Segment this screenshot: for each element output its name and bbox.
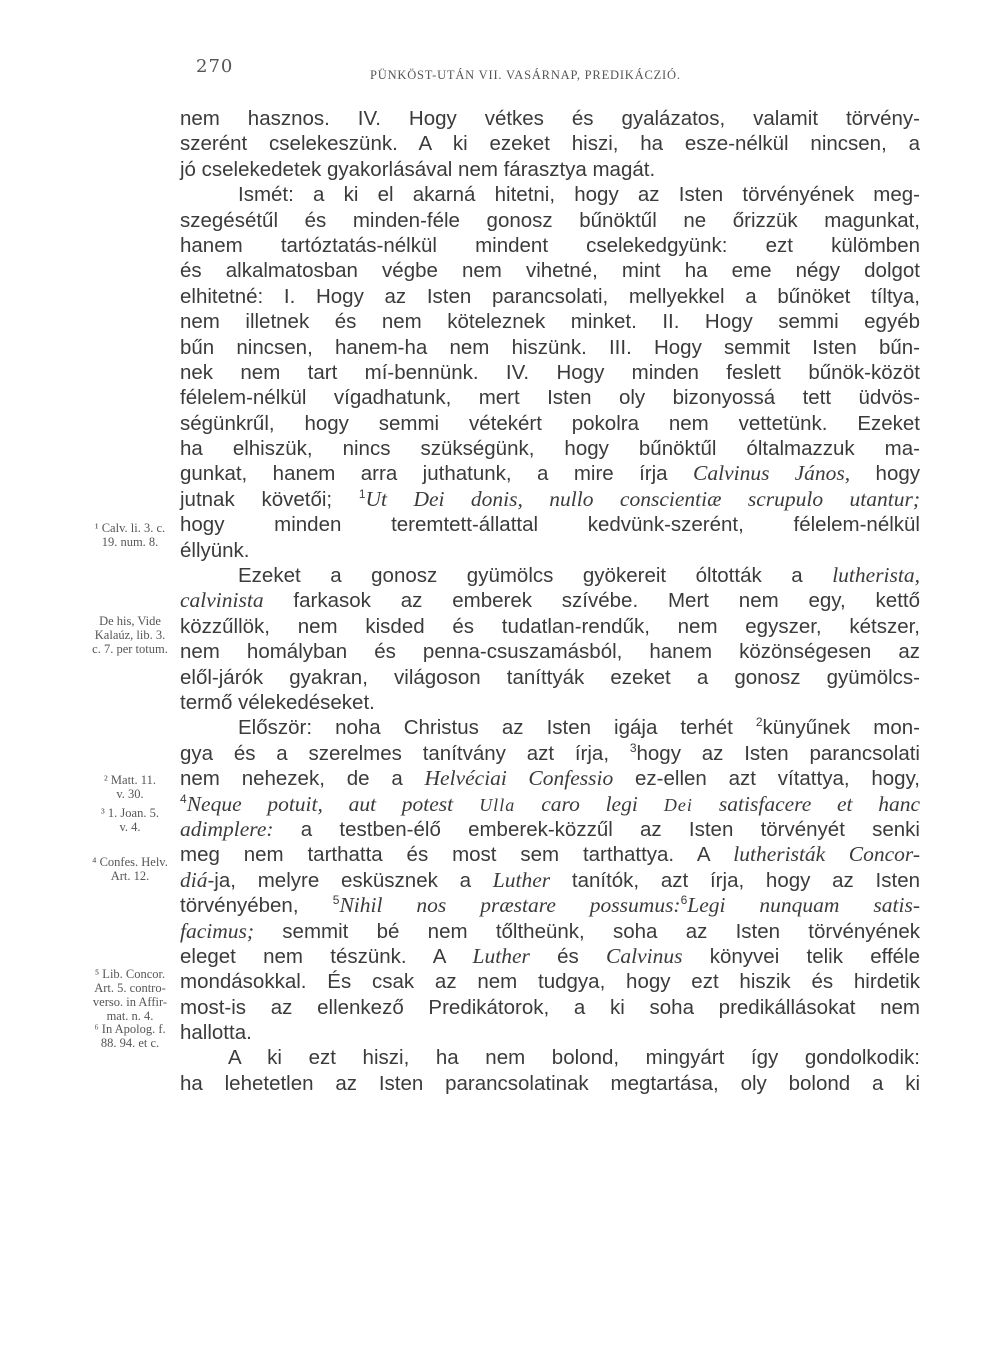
text-run: éllyünk. <box>180 538 250 562</box>
text-line <box>180 639 920 664</box>
margin-note-4 <box>80 806 180 834</box>
text-line <box>180 182 920 207</box>
text-run: hogy az Isten parancsolati <box>636 741 920 765</box>
running-head: PÜNKÖST-UTÁN VII. VASÁRNAP, PREDIKÁCZIÓ. <box>370 68 681 82</box>
text-line <box>180 106 920 131</box>
text-run: 3 <box>629 740 637 755</box>
text-run: künyűnek mon- <box>762 716 920 740</box>
text-line <box>180 360 920 385</box>
text-line <box>180 690 920 715</box>
text-run: 4 <box>180 791 187 806</box>
text-line <box>180 614 920 639</box>
text-line <box>180 385 920 410</box>
text-line <box>180 233 920 258</box>
margin-note-6 <box>80 967 180 1023</box>
margin-note-line: v. 4. <box>119 820 141 834</box>
text-run: Helvéciai Confessio <box>424 766 614 791</box>
text-run: Neque potuit, aut potest <box>186 791 454 816</box>
text-run: Először: noha Christus az Isten igája terhét <box>238 716 756 740</box>
text-run: lutheristák Concor- <box>733 842 920 867</box>
text-run: nek nem tart mí-bennünk. IV. Hogy minden feslett bűnök-közöt <box>180 360 920 384</box>
text-run: Calvinus János, <box>693 461 851 486</box>
text-run: hallotta. <box>180 1021 252 1045</box>
margin-note-line: c. 7. per totum. <box>92 642 168 656</box>
text-run: ségünkrűl, hogy semmi vétekért pokolra nem vettetünk. Ezeket <box>180 411 920 435</box>
margin-note-line: 88. 94. et c. <box>100 1036 160 1050</box>
text-run: törvényében, <box>180 894 333 918</box>
page-number: 270 <box>196 56 234 77</box>
text-run: 2 <box>755 715 763 730</box>
text-line <box>180 893 920 918</box>
text-line <box>180 715 920 740</box>
margin-note-2 <box>80 614 180 656</box>
text-run: nem nehezek, de a <box>180 767 425 791</box>
text-line <box>180 461 920 486</box>
text-line <box>180 512 920 537</box>
margin-note-line: ⁵ Lib. Concor. <box>94 967 166 981</box>
text-run: meg nem tarthatta és most sem tarthattya. A <box>180 843 734 867</box>
text-run: semmit bé nem tőltheünk, soha az Isten törvényének <box>254 919 920 943</box>
text-run: szerént cselekeszünk. A ki ezeket hiszi, ha esze-nélkül nincsen, a <box>180 132 920 156</box>
text-run: Ut Dei donis, nullo conscientiæ scrupulo utantur; <box>365 486 920 511</box>
text-line <box>180 741 920 766</box>
text-run: és <box>529 944 607 968</box>
text-run: hogy <box>850 462 920 486</box>
text-run: -ja, melyre esküsznek a <box>207 868 493 892</box>
text-run: Nihil nos præstare possumus: <box>339 893 681 918</box>
text-run: diá <box>180 867 208 892</box>
text-run: farkasok az emberek szívébe. Mert nem egy, kettő <box>263 589 920 613</box>
text-line <box>180 588 920 613</box>
text-run: közzűllök, nem kisded és tudatlan-rendűk, nem egyszer, kétszer, <box>180 614 920 638</box>
text-line <box>180 284 920 309</box>
margin-note-line: ¹ Calv. li. 3. c. <box>94 521 166 535</box>
text-run: nem illetnek és nem köteleznek minket. II. Hogy semmi egyéb <box>180 310 920 334</box>
text-run: tanítók, azt írja, hogy az Isten <box>550 868 920 892</box>
text-line <box>180 919 920 944</box>
margin-note-line: ³ 1. Joan. 5. <box>101 806 159 820</box>
text-line <box>180 969 920 994</box>
text-run: Dei <box>663 794 693 815</box>
text-run: gya és a szerelmes tanítvány azt írja, <box>180 741 630 765</box>
text-run: Luther <box>492 867 551 892</box>
text-run: jutnak követői; <box>180 487 359 511</box>
text-line <box>180 208 920 233</box>
text-line <box>180 1071 920 1096</box>
text-line <box>180 1020 920 1045</box>
text-run: mondásokkal. És csak az nem tudgya, hogy ezt hiszik és hirdetik <box>180 970 920 994</box>
text-run: a testben-élő emberek-közzűl az Isten törvényét senki <box>273 817 920 841</box>
text-run: szegésétűl és minden-féle gonosz bűnöktűl ne őrizzük magunkat, <box>180 208 920 232</box>
text-run: Ulla <box>479 794 516 815</box>
text-run: Luther <box>472 943 530 968</box>
margin-note-line: v. 30. <box>116 787 144 801</box>
text-line <box>180 335 920 360</box>
text-run: elhitetné: I. Hogy az Isten parancsolati, mellyekkel a bűnöket tíltya, <box>180 284 920 308</box>
text-run: Calvinus <box>606 943 683 968</box>
text-run: satisfacere et hanc <box>718 791 921 816</box>
text-line <box>180 1045 920 1070</box>
text-run: 1 <box>358 486 366 501</box>
text-line <box>180 563 920 588</box>
text-line <box>180 258 920 283</box>
text-line <box>180 309 920 334</box>
text-run: most-is az ellenkező Predikátorok, a ki soha predikállásokat nem <box>180 995 920 1019</box>
margin-note-7 <box>80 1022 180 1050</box>
text-run: 6 <box>680 893 688 908</box>
text-run: calvinista <box>180 588 264 613</box>
text-run: Legi nunquam satis- <box>687 893 920 918</box>
text-run: facimus; <box>180 918 255 943</box>
margin-note-5 <box>80 855 180 883</box>
text-run: A ki ezt hiszi, ha nem bolond, mingyárt így gondolkodik: <box>228 1046 920 1070</box>
text-run: Ismét: a ki el akarná hitetni, hogy az Isten törvényének meg- <box>238 183 920 207</box>
text-run: ez-ellen azt vítattya, hogy, <box>613 767 920 791</box>
text-run: félelem-nélkül vígadhatunk, mert Isten oly bizonyossá tett üdvös- <box>180 386 920 410</box>
text-run: jó cselekedetek gyakorlásával nem fárasztya magát. <box>180 157 656 181</box>
text-line <box>180 944 920 969</box>
text-run: termő vélekedéseket. <box>180 690 375 714</box>
text-run: caro legi <box>541 791 638 816</box>
text-run: elől-járók gyakran, világoson taníttyák ezeket a gonosz gyümölcs- <box>180 665 920 689</box>
text-run: lutherista, <box>832 563 920 588</box>
text-run: Ezeket a gonosz gyümölcs gyökereit óltották a <box>238 564 833 588</box>
text-line <box>180 131 920 156</box>
text-run: könyvei telik efféle <box>682 944 920 968</box>
text-run: nem homályban és penna-csuszamásból, hanem közönségesen az <box>180 640 920 664</box>
text-run: ha lehetetlen az Isten parancsolatinak megtartása, oly bolond a ki <box>180 1071 920 1095</box>
margin-note-line: 19. num. 8. <box>101 535 159 549</box>
text-line <box>180 538 920 563</box>
margin-note-1 <box>80 521 180 549</box>
text-line <box>180 157 920 182</box>
text-run: gunkat, hanem arra juthatunk, a mire írja <box>180 462 694 486</box>
margin-note-line: verso. in Affir- <box>92 995 168 1009</box>
text-line <box>180 766 920 791</box>
text-run: hanem tartóztatás-nélkül mindent cselekedgyünk: ezt külömben <box>180 233 920 257</box>
text-line <box>180 817 920 842</box>
text-line <box>180 842 920 867</box>
margin-note-line: Art. 12. <box>110 869 150 883</box>
text-run: adimplere: <box>180 816 274 841</box>
text-line <box>180 411 920 436</box>
text-run: nem hasznos. IV. Hogy vétkes és gyalázatos, valamit törvény- <box>180 107 920 130</box>
margin-note-line: Kalaúz, lib. 3. <box>94 628 166 642</box>
text-run: 5 <box>332 893 340 908</box>
text-line <box>180 995 920 1020</box>
text-line <box>180 665 920 690</box>
margin-note-line: ⁴ Confes. Helv. <box>92 855 168 869</box>
margin-note-line: ⁶ In Apolog. f. <box>94 1022 166 1036</box>
text-run: ha elhiszük, nincs szükségünk, hogy bűnöktűl óltalmazzuk ma- <box>180 437 920 461</box>
text-run: hogy minden teremtett-állattal kedvünk-szerént, félelem-nélkül <box>180 513 920 537</box>
margin-note-line: Art. 5. contro- <box>94 981 166 995</box>
margin-note-line: De his, Vide <box>99 614 161 628</box>
text-run: eleget nem tészünk. A <box>180 944 473 968</box>
text-line <box>180 868 920 893</box>
text-run: és alkalmatosban végbe nem vihetné, mint ha eme négy dolgot <box>180 259 920 283</box>
body-text <box>180 106 920 1096</box>
margin-note-line: ² Matt. 11. <box>104 773 156 787</box>
text-line <box>180 487 920 512</box>
margin-note-line: mat. n. 4. <box>106 1009 154 1023</box>
text-run: bűn nincsen, hanem-ha nem hiszünk. III. Hogy semmit Isten bűn- <box>180 335 920 359</box>
margin-note-3 <box>80 773 180 801</box>
text-line <box>180 792 920 817</box>
text-line <box>180 436 920 461</box>
